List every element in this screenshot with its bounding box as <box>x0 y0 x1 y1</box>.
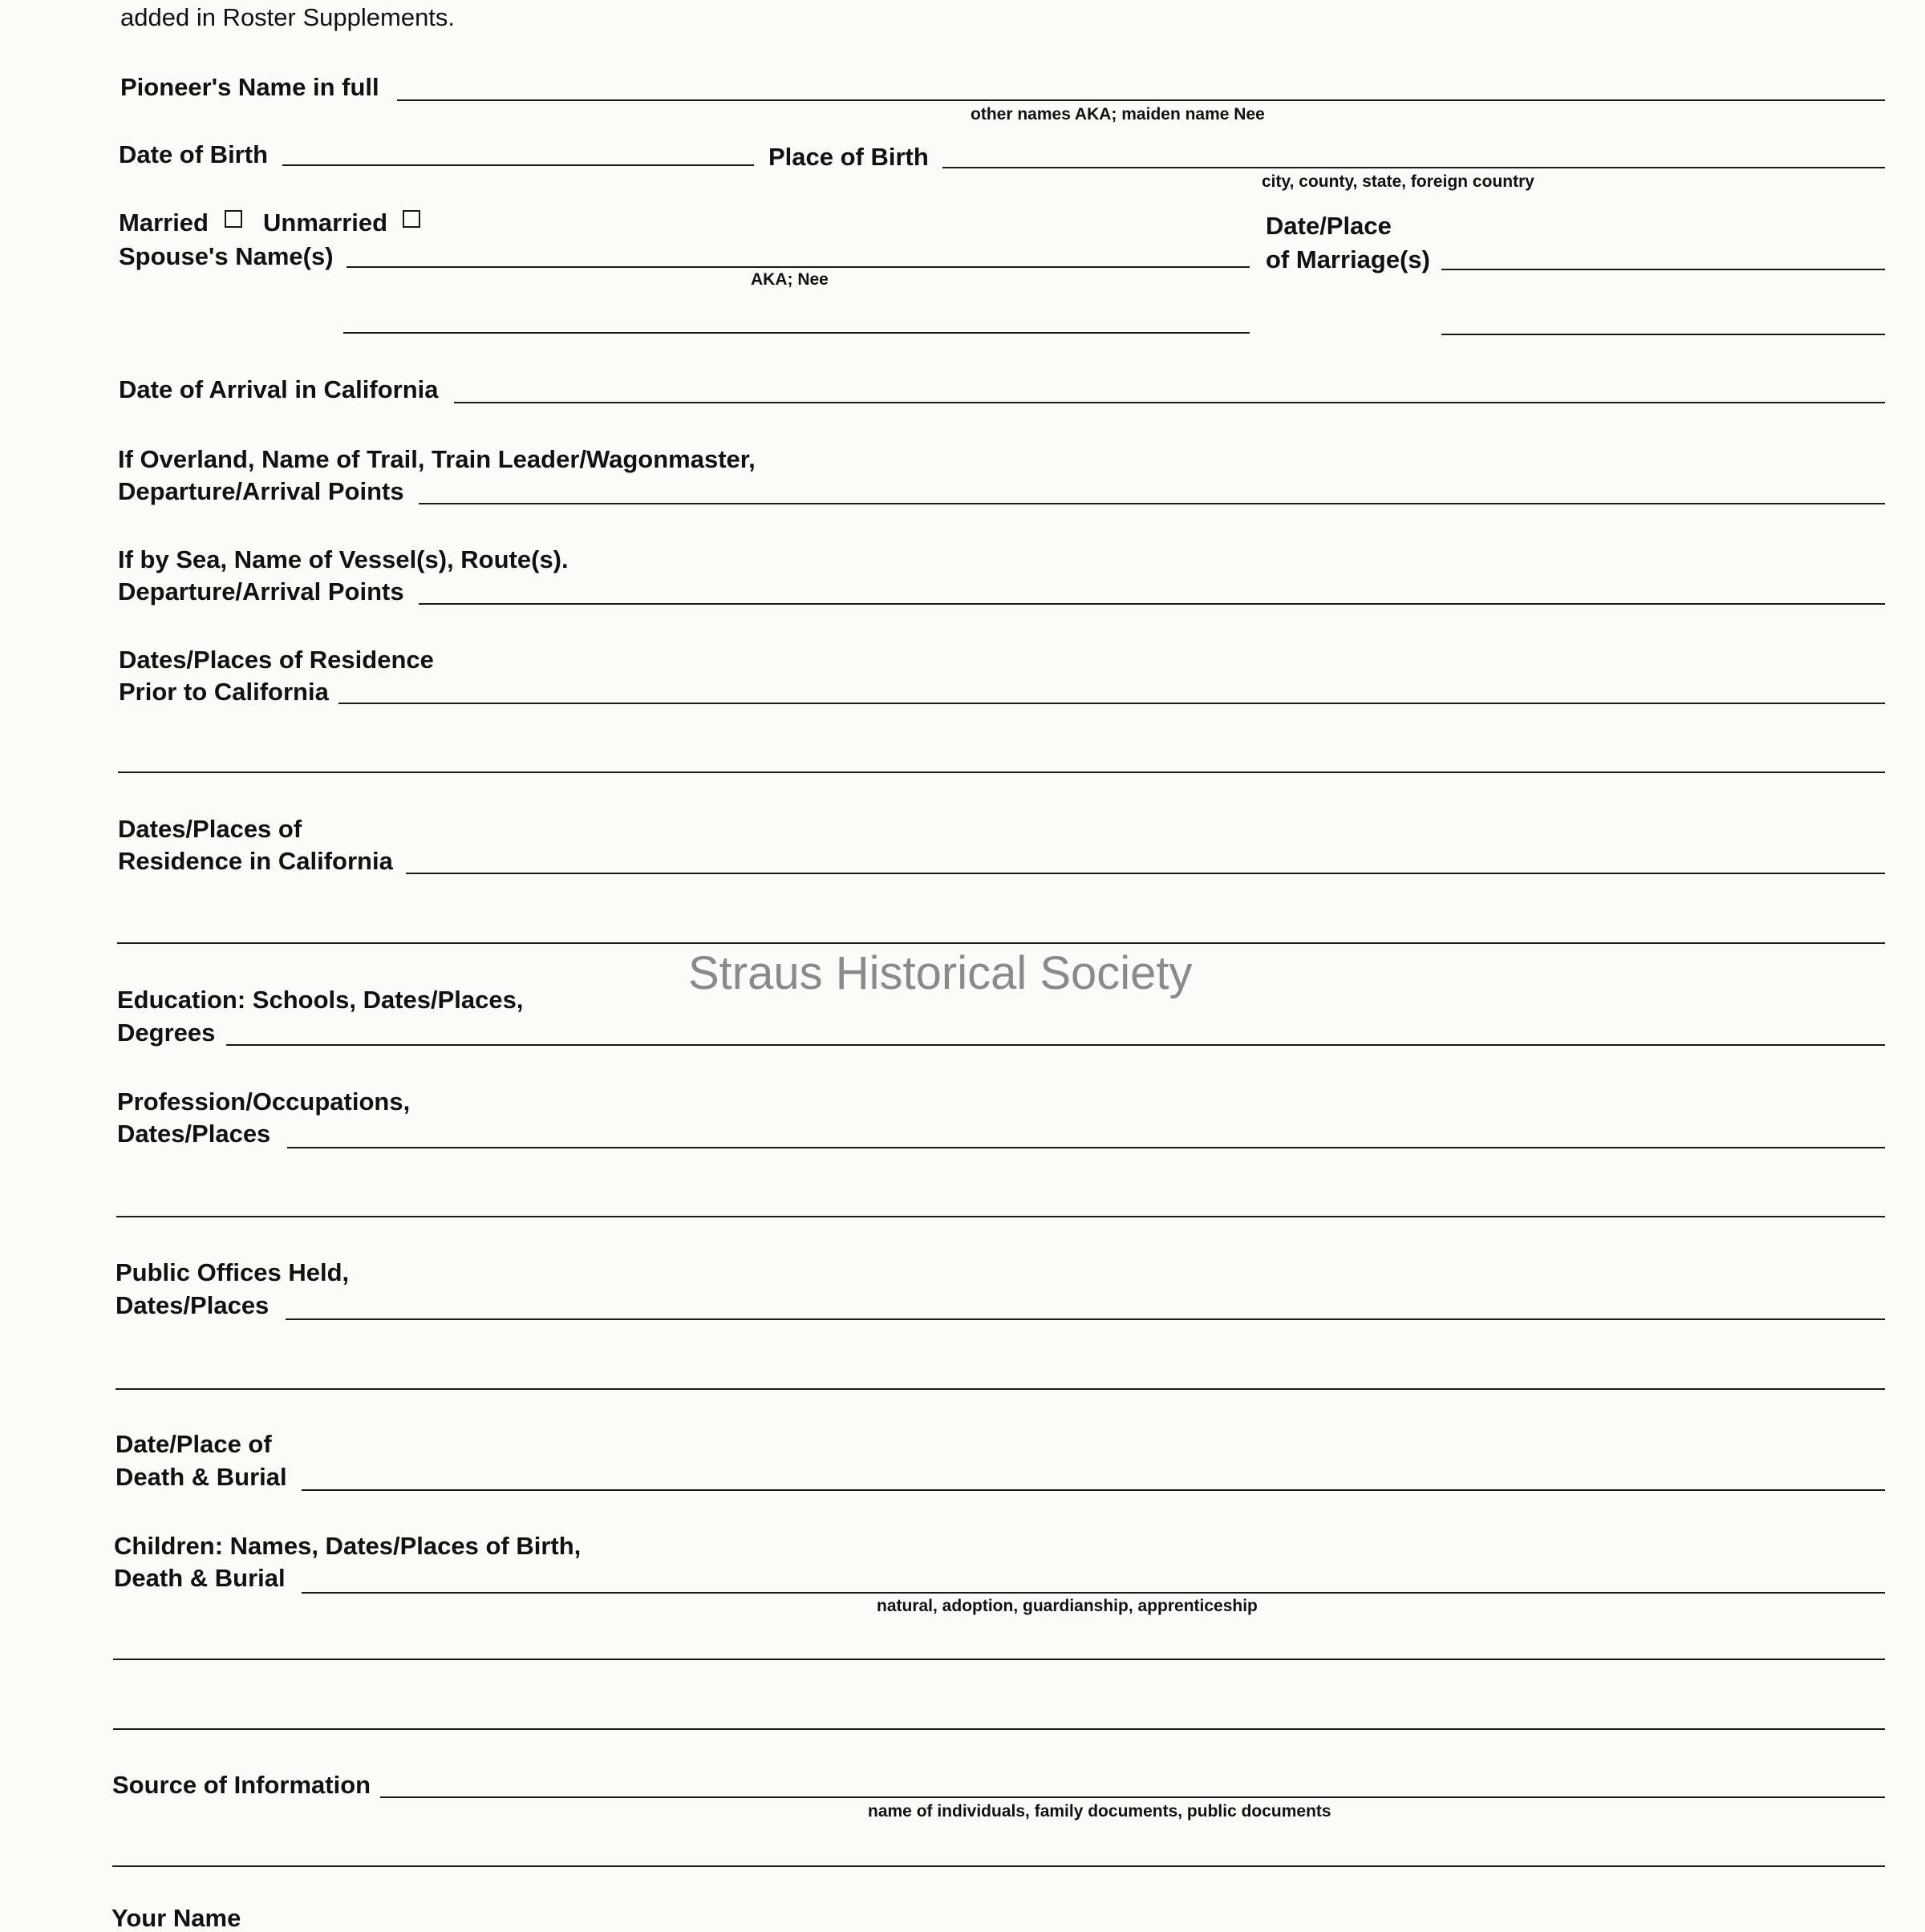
spouse-names-label: Spouse's Name(s) <box>119 242 334 270</box>
overland-label-line1: If Overland, Name of Trail, Train Leader/Wagonmaster, <box>118 445 756 473</box>
children-label-line1: Children: Names, Dates/Places of Birth, <box>114 1532 582 1560</box>
residence-ca-line-2[interactable] <box>117 942 1885 944</box>
profession-label-line1: Profession/Occupations, <box>117 1088 411 1116</box>
arrival-date-line[interactable] <box>454 402 1885 403</box>
your-name-label: Your Name <box>111 1904 241 1932</box>
sea-label-line1: If by Sea, Name of Vessel(s), Route(s). <box>118 545 569 573</box>
public-offices-line[interactable] <box>286 1318 1885 1320</box>
spouse-names-hint: AKA; Nee <box>751 270 829 289</box>
sea-line[interactable] <box>419 603 1885 605</box>
overland-label-line2: Departure/Arrival Points <box>118 477 404 505</box>
education-line[interactable] <box>226 1044 1885 1046</box>
watermark: Straus Historical Society <box>688 947 1193 999</box>
profession-line[interactable] <box>287 1147 1885 1148</box>
residence-prior-label-line2: Prior to California <box>119 678 329 706</box>
unmarried-label: Unmarried <box>263 209 388 237</box>
profession-label-line2: Dates/Places <box>117 1120 271 1148</box>
place-of-birth-hint: city, county, state, foreign country <box>1262 172 1534 191</box>
children-line[interactable] <box>302 1592 1885 1594</box>
marriage-label-line2: of Marriage(s) <box>1266 245 1430 273</box>
death-line[interactable] <box>302 1489 1885 1491</box>
marriage-line[interactable] <box>1441 269 1885 270</box>
children-line-2[interactable] <box>113 1659 1885 1660</box>
overland-line[interactable] <box>419 503 1885 504</box>
source-label: Source of Information <box>112 1771 371 1799</box>
intro-text: added in Roster Supplements. <box>120 3 456 31</box>
source-line-2[interactable] <box>112 1865 1885 1867</box>
residence-ca-label-line1: Dates/Places of <box>118 815 302 843</box>
residence-ca-line[interactable] <box>406 873 1885 874</box>
pioneer-name-line[interactable] <box>397 99 1885 101</box>
unmarried-checkbox[interactable] <box>403 210 420 228</box>
married-checkbox[interactable] <box>225 210 242 228</box>
public-offices-label-line2: Dates/Places <box>116 1291 270 1319</box>
date-of-birth-line[interactable] <box>282 164 754 166</box>
education-label-line1: Education: Schools, Dates/Places, <box>117 986 524 1014</box>
pioneer-name-label: Pioneer's Name in full <box>120 73 379 101</box>
profession-line-2[interactable] <box>116 1216 1885 1217</box>
public-offices-line-2[interactable] <box>116 1388 1885 1390</box>
children-hint: natural, adoption, guardianship, apprenticeship <box>877 1597 1258 1615</box>
residence-prior-label-line1: Dates/Places of Residence <box>119 646 434 674</box>
marriage-label-line1: Date/Place <box>1266 212 1392 240</box>
pioneer-name-hint: other names AKA; maiden name Nee <box>971 105 1265 124</box>
children-label-line2: Death & Burial <box>114 1564 286 1592</box>
public-offices-label-line1: Public Offices Held, <box>116 1258 350 1286</box>
spouse-names-line[interactable] <box>346 266 1250 268</box>
spouse-names-line-2[interactable] <box>343 332 1250 334</box>
death-label-line1: Date/Place of <box>116 1430 272 1458</box>
residence-prior-line-2[interactable] <box>118 772 1885 773</box>
residence-ca-label-line2: Residence in California <box>118 847 393 875</box>
source-line[interactable] <box>380 1796 1885 1798</box>
place-of-birth-label: Place of Birth <box>768 143 929 171</box>
marriage-line-2[interactable] <box>1441 334 1885 335</box>
children-line-3[interactable] <box>113 1728 1885 1730</box>
source-hint: name of individuals, family documents, public documents <box>868 1802 1331 1821</box>
residence-prior-line[interactable] <box>338 703 1885 704</box>
married-label: Married <box>119 209 209 237</box>
date-of-birth-label: Date of Birth <box>119 140 268 168</box>
sea-label-line2: Departure/Arrival Points <box>118 577 404 606</box>
arrival-date-label: Date of Arrival in California <box>119 375 439 403</box>
place-of-birth-line[interactable] <box>942 167 1885 168</box>
education-label-line2: Degrees <box>117 1019 216 1047</box>
death-label-line2: Death & Burial <box>116 1463 287 1491</box>
